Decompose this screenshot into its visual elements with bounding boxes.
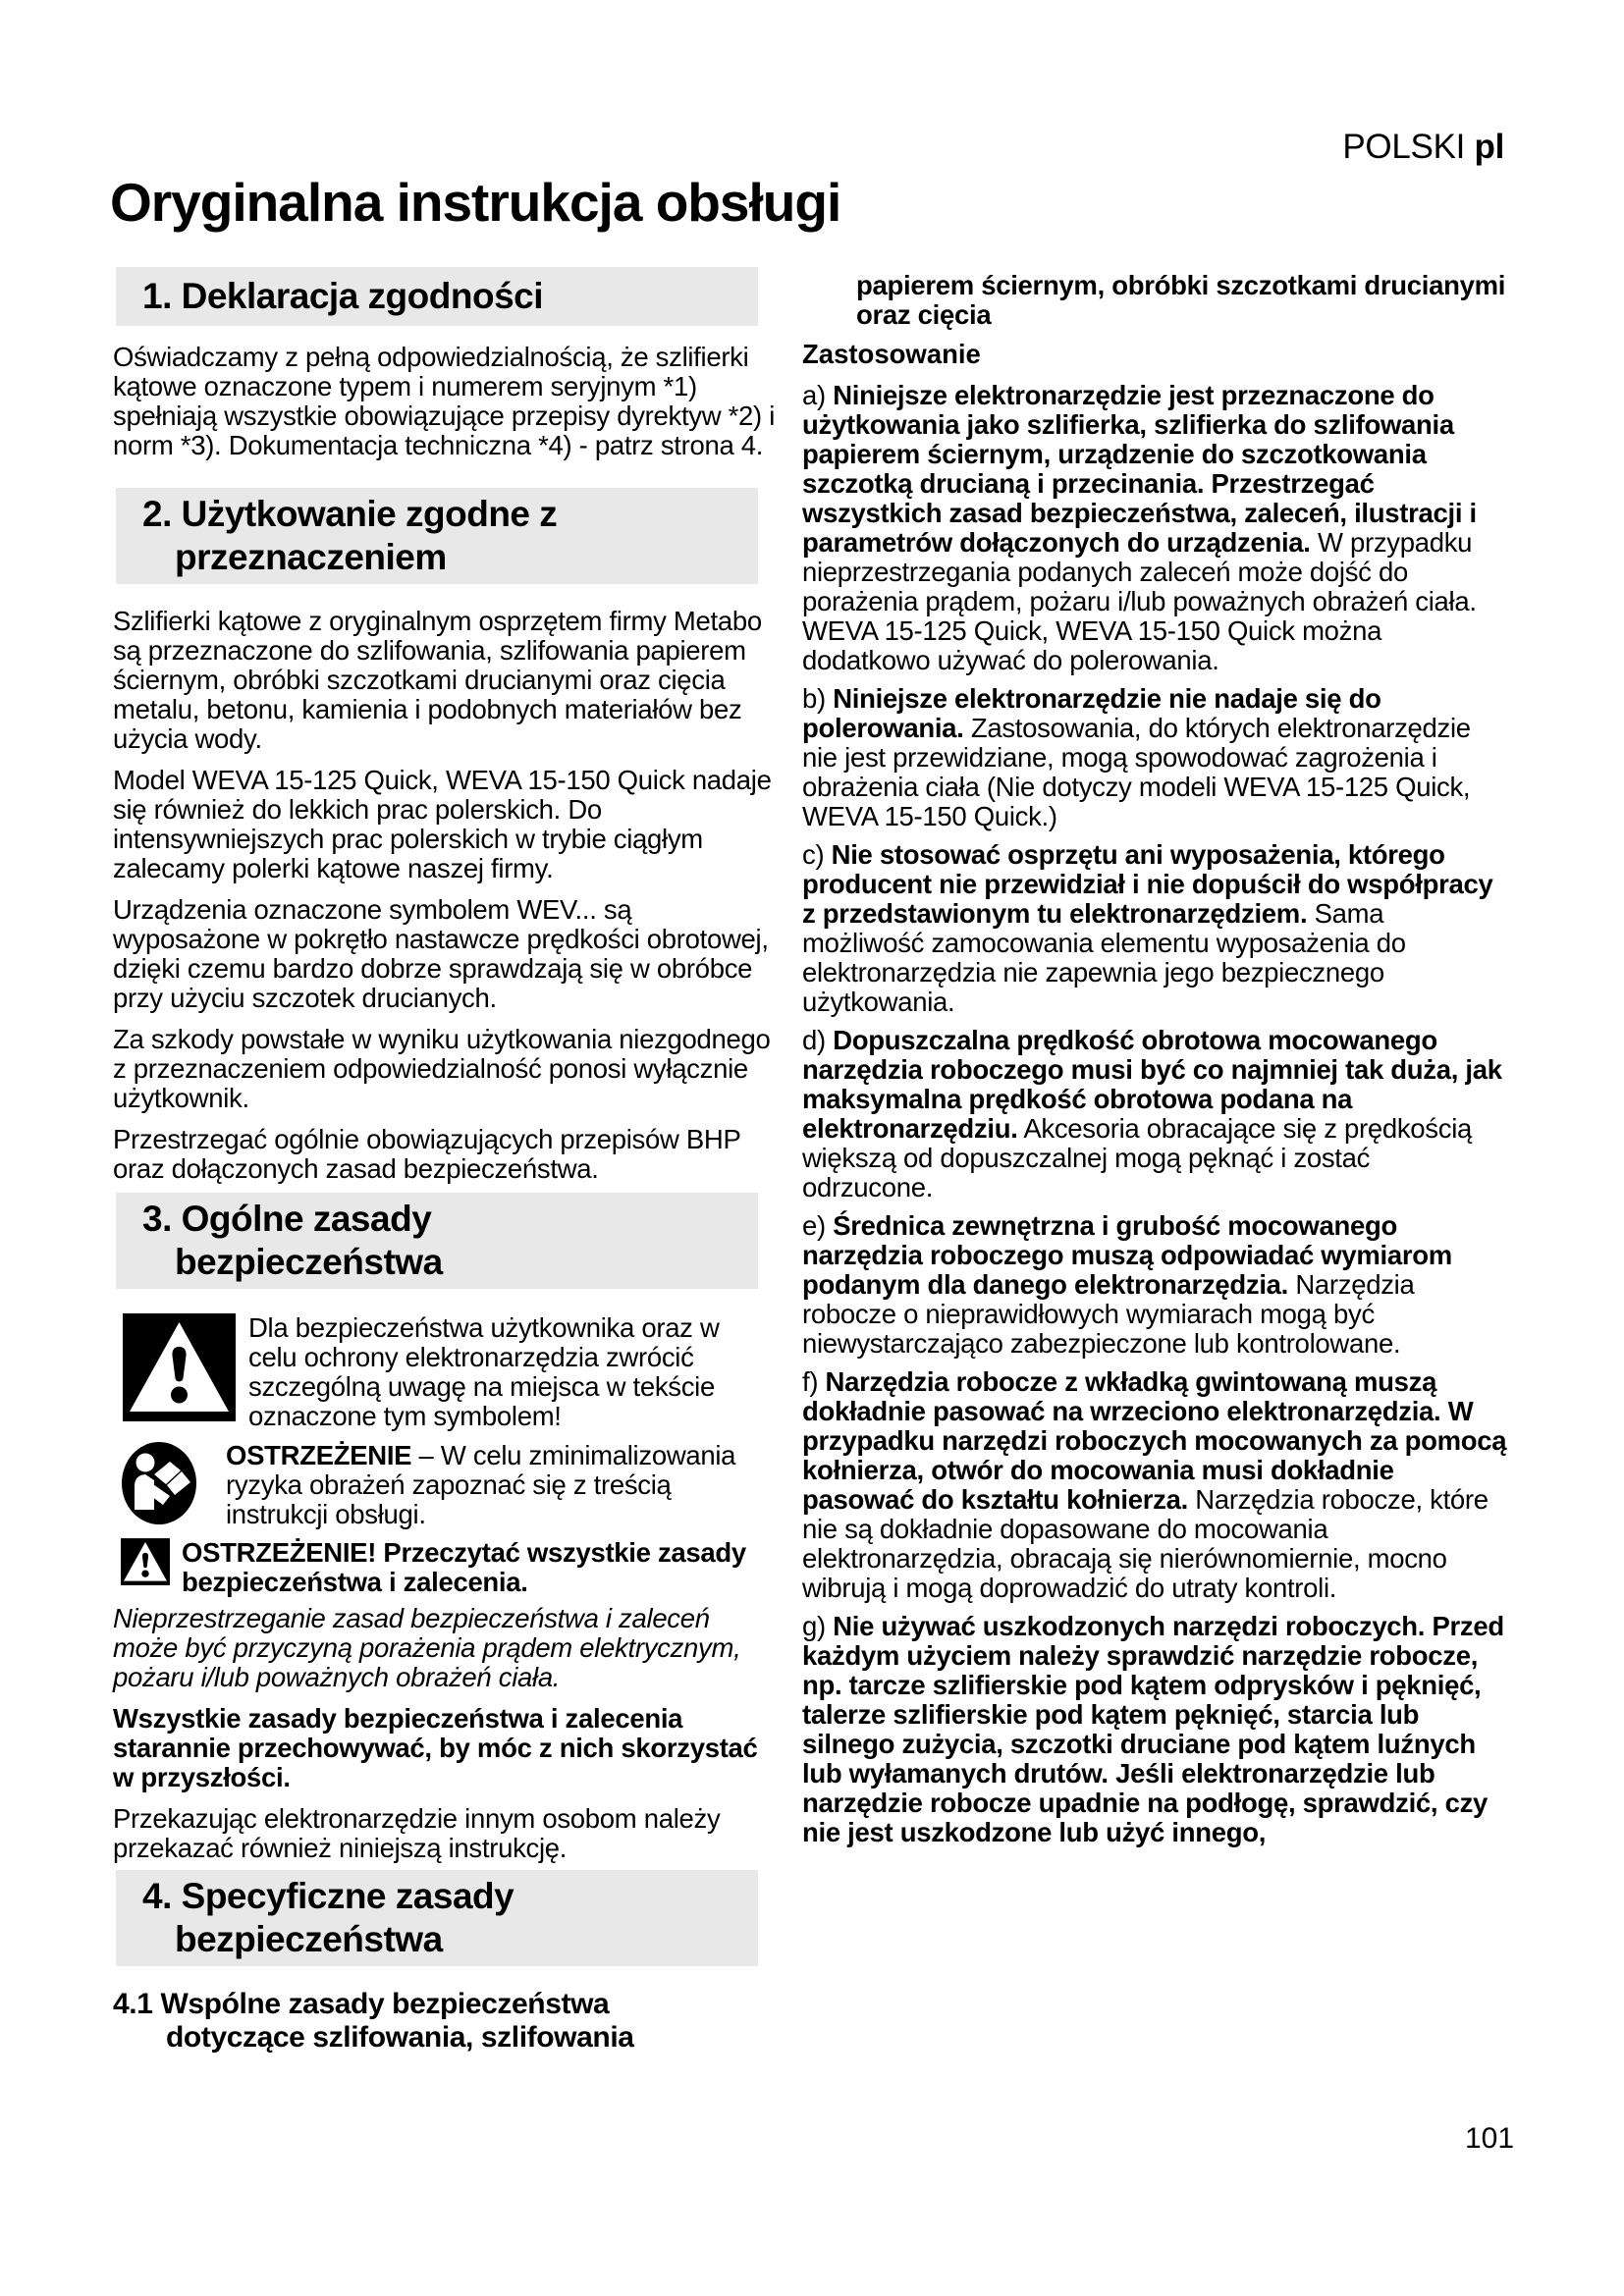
safety-paragraph-c: c) Nie stosować osprzętu ani wyposażenia, którego producent nie przewidział i nie dopuścił do współpracy z przedstawionym tu elektronarzędziem. Sama możliwość zamocowania elementu wyposażenia do elektronarzędzia nie zapewnia jego bezpiecznego użytkowania. xyxy=(802,839,1493,1017)
section-2-heading-line1: 2. Użytkowanie zgodne z xyxy=(142,494,558,534)
application-label: Zastosowanie xyxy=(802,339,981,369)
paragraph-intended-use-4: Za szkody powstałe w wyniku użytkowania niezgodnego z przeznaczeniem odpowiedzialność ponosi wyłącznie użytkownik. xyxy=(113,1024,771,1113)
section-2-heading xyxy=(116,488,758,584)
paragraph-intended-use-3: Urządzenia oznaczone symbolem WEV... są wyposażone w pokrętło nastawcze prędkości obrotowej, dzięki czemu bardzo dobrze sprawdzają się w obróbce przy użyciu szczotek drucianych. xyxy=(113,894,769,1013)
warning-triangle-icon xyxy=(123,1313,236,1426)
safety-paragraph-g: g) Nie używać uszkodzonych narzędzi roboczych. Przed każdym użyciem należy sprawdzić narzędzie robocze, np. tarcze szlifierskie pod kątem odprysków i pęknięć, talerze szlifierskie pod kątem pęknięć, starcia lub silnego zużycia, szczotki druciane pod kątem luźnych lub wyłamanych drutów. Jeśli elektronarzędzie lub narzędzie robocze upadnie na podłogę, sprawdzić, czy nie jest uszkodzone lub użyć innego, xyxy=(802,1611,1504,1847)
warning-symbol-row xyxy=(113,1313,778,1431)
paragraph-keep-instructions: Wszystkie zasady bezpieczeństwa i zalecenia starannie przechowywać, by móc z nich skorzystać w przyszłości. xyxy=(113,1703,758,1792)
read-manual-text: OSTRZEŻENIE – W celu zminimalizowania ryzyka obrażeń zapoznać się z treścią instrukcji obsługi. xyxy=(226,1440,736,1529)
right-column xyxy=(802,267,1507,1847)
warning-symbol-text: Dla bezpieczeństwa użytkownika oraz w celu ochrony elektronarzędzia zwrócić szczególną uwagę na miejsca w tekście oznaczone tym symbolem! xyxy=(248,1312,720,1431)
section-3-heading-line1: 3. Ogólne zasady xyxy=(142,1199,432,1239)
page-number: 101 xyxy=(1465,2122,1515,2155)
safety-paragraph-e: e) Średnica zewnętrzna i grubość mocowanego narzędzia roboczego muszą odpowiadać wymiarom podanym dla danego elektronarzędzia. Narzędzia robocze o nieprawidłowych wymiarach mogą być niewystarczająco zabezpieczone lub kontrolowane. xyxy=(802,1210,1452,1359)
safety-paragraph-a: a) Niniejsze elektronarzędzie jest przeznaczone do użytkowania jako szlifierka, szlifierka do szlifowania papierem ściernym, urządzenie do szczotkowania szczotką drucianą i przecinania. Przestrzegać wszystkich zasad bezpieczeństwa, zaleceń, ilustracji i parametrów dołączonych do urządzenia. W przypadku nieprzestrzegania podanych zaleceń może dojść do porażenia prądem, pożaru i/lub poważnych obrażeń ciała. WEVA 15-125 Quick, WEVA 15-150 Quick można dodatkowo używać do polerowania. xyxy=(802,380,1477,675)
warning-small-text: OSTRZEŻENIE! Przeczytać wszystkie zasady bezpieczeństwa i zalecenia. xyxy=(182,1537,746,1597)
language-header xyxy=(1342,128,1504,167)
language-label: POLSKI xyxy=(1342,128,1466,166)
subsection-4-1-line2: dotyczące szlifowania, szlifowania xyxy=(166,2021,634,2054)
paragraph-declaration: Oświadczamy z pełną odpowiedzialnością, że szlifierki kątowe oznaczone typem i numerem seryjnym *1) spełniają wszystkie obowiązujące przepisy dyrektyw *2) i norm *3). Dokumentacja techniczna *4) - patrz strona 4. xyxy=(113,342,776,460)
safety-paragraph-b: b) Niniejsze elektronarzędzie nie nadaje się do polerowania. Zastosowania, do których elektronarzędzie nie jest przewidziane, mogą spowodować zagrożenia i obrażenia ciała (Nie dotyczy modeli WEVA 15-125 Quick, WEVA 15-150 Quick.) xyxy=(802,683,1471,831)
safety-paragraph-d: d) Dopuszczalna prędkość obrotowa mocowanego narzędzia roboczego musi być co najmniej tak duża, jak maksymalna prędkość obrotowa podana na elektronarzędziu. Akcesoria obracające się z prędkością większą od dopuszczalnej mogą pęknąć i zostać odrzucone. xyxy=(802,1025,1502,1202)
warning-small-row xyxy=(113,1538,778,1597)
paragraph-intended-use-2: Model WEVA 15-125 Quick, WEVA 15-150 Quick nadaje się również do lekkich prac polerskich. Do intensywniejszych prac polerskich w trybie ciągłym zalecamy polerki kątowe naszej firmy. xyxy=(113,765,772,883)
section-3-heading xyxy=(116,1193,758,1289)
section-1-heading-text: 1. Deklaracja zgodności xyxy=(142,276,544,316)
read-manual-icon xyxy=(121,1441,197,1530)
left-column xyxy=(113,267,778,2055)
read-manual-row xyxy=(113,1441,778,1530)
section-4-heading-line2: bezpieczeństwa xyxy=(175,1919,443,1959)
language-code: pl xyxy=(1474,128,1504,166)
paragraph-intended-use-5: Przestrzegać ogólnie obowiązujących przepisów BHP oraz dołączonych zasad bezpieczeństwa. xyxy=(113,1124,741,1184)
subsection-4-1-continuation: papierem ściernym, obróbki szczotkami drucianymi oraz cięcia xyxy=(856,270,1506,330)
safety-paragraph-f: f) Narzędzia robocze z wkładką gwintowaną muszą dokładnie pasować na wrzeciono elektronarzędzia. W przypadku narzędzi roboczych mocowanych za pomocą kołnierza, otwór do mocowania musi dokładnie pasować do kształtu kołnierza. Narzędzia robocze, które nie są dokładnie dopasowane do mocowania elektronarzędzia, obracają się nierównomiernie, mocno wibrują i mogą doprowadzić do utraty kontroli. xyxy=(802,1366,1507,1603)
section-3-heading-line2: bezpieczeństwa xyxy=(175,1242,443,1282)
section-4-heading-line1: 4. Specyficzne zasady xyxy=(142,1876,514,1916)
page-title: Oryginalna instrukcja obsługi xyxy=(110,172,841,233)
paragraph-intended-use-1: Szlifierki kątowe z oryginalnym osprzętem firmy Metabo są przeznaczone do szlifowania, szlifowania papierem ściernym, obróbki szczotkami drucianymi oraz cięcia metalu, betonu, kamienia i podobnych materiałów bez użycia wody. xyxy=(113,606,762,754)
paragraph-consequences: Nieprzestrzeganie zasad bezpieczeństwa i zaleceń może być przyczyną porażenia prądem elektrycznym, pożaru i/lub poważnych obrażeń ciała. xyxy=(113,1603,741,1692)
paragraph-pass-on: Przekazując elektronarzędzie innym osobom należy przekazać również niniejszą instrukcję. xyxy=(113,1803,721,1863)
section-1-heading xyxy=(116,267,758,326)
two-column-layout xyxy=(113,267,1507,2055)
warning-triangle-small-icon xyxy=(121,1538,170,1590)
section-2-heading-line2: przeznaczeniem xyxy=(175,537,447,577)
subsection-4-1-line1: 4.1 Wspólne zasady bezpieczeństwa xyxy=(113,1988,610,2020)
subsection-4-1-heading xyxy=(113,1988,778,2055)
section-4-heading xyxy=(116,1870,758,1966)
